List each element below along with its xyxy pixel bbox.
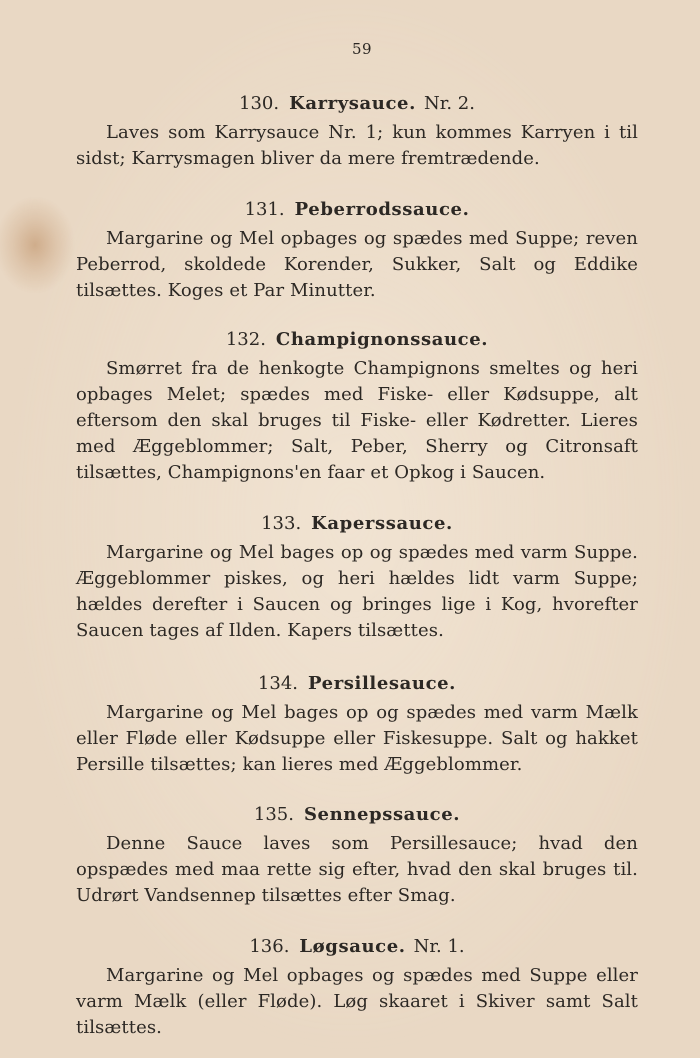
recipe-title bbox=[76, 328, 638, 352]
recipe-number: 136. bbox=[249, 936, 290, 957]
recipe-text: Denne Sauce laves som Persillesauce; hvad den opspædes med maa rette sig efter, hvad den skal bruges til. Udrørt Vandsennep tilsættes efter Smag. bbox=[76, 833, 638, 906]
recipe-title bbox=[76, 92, 638, 116]
recipe-title bbox=[76, 935, 638, 959]
recipe-text: Margarine og Mel bages op og spædes med varm Mælk eller Fløde eller Kødsuppe eller Fiskesuppe. Salt og hakket Persille tilsættes; kan lieres med Æggeblommer. bbox=[76, 702, 638, 775]
recipe-number: 130. bbox=[239, 93, 280, 114]
recipe-136 bbox=[76, 935, 638, 1041]
recipe-name: Karrysauce. bbox=[289, 93, 416, 114]
recipe-132 bbox=[76, 328, 638, 486]
recipe-name: Champignonssauce. bbox=[275, 329, 489, 350]
recipe-131 bbox=[76, 198, 638, 304]
recipe-name: Løgsauce. bbox=[299, 936, 406, 957]
recipe-number: 132. bbox=[225, 329, 266, 350]
page-number: 59 bbox=[351, 40, 373, 58]
recipe-name: Kaperssauce. bbox=[311, 513, 453, 534]
recipe-text: Margarine og Mel opbages og spædes med Suppe; reven Peberrod, skoldede Korender, Sukker, Salt og Eddike tilsættes. Koges et Par Minutter. bbox=[76, 228, 638, 301]
recipe-number: 133. bbox=[261, 513, 302, 534]
recipe-title bbox=[76, 512, 638, 536]
recipe-133 bbox=[76, 512, 638, 644]
recipe-suffix: Nr. 2. bbox=[423, 93, 475, 114]
recipe-name: Persillesauce. bbox=[308, 673, 457, 694]
recipe-name: Peberrodssauce. bbox=[294, 199, 470, 220]
recipe-number: 134. bbox=[257, 673, 298, 694]
recipe-text: Laves som Karrysauce Nr. 1; kun kommes Karryen i til sidst; Karrysmagen bliver da mere fremtrædende. bbox=[76, 122, 638, 169]
recipe-number: 135. bbox=[253, 804, 294, 825]
recipe-134 bbox=[76, 672, 638, 778]
recipe-title bbox=[76, 803, 638, 827]
recipe-title bbox=[76, 672, 638, 696]
recipe-135 bbox=[76, 803, 638, 909]
recipe-text: Margarine og Mel opbages og spædes med Suppe eller varm Mælk (eller Fløde). Løg skaaret i Skiver samt Salt tilsættes. bbox=[76, 965, 638, 1038]
recipe-suffix: Nr. 1. bbox=[413, 936, 465, 957]
recipe-130 bbox=[76, 92, 638, 172]
recipe-title bbox=[76, 198, 638, 222]
recipe-text: Smørret fra de henkogte Champignons smeltes og heri opbages Melet; spædes med Fiske- eller Kødsuppe, alt eftersom den skal bruges til Fiske- eller Kødretter. Lieres med Æggeblommer; Salt, Peber, Sherry og Citronsaft tilsættes, Champignons'en faar et Opkog i Saucen. bbox=[76, 358, 638, 483]
recipe-name: Sennepssauce. bbox=[303, 804, 461, 825]
recipe-number: 131. bbox=[244, 199, 285, 220]
recipe-text: Margarine og Mel bages op og spædes med varm Suppe. Æggeblommer piskes, og heri hældes lidt varm Suppe; hældes derefter i Saucen og bringes lige i Kog, hvorefter Saucen tages af Ilden. Kapers tilsættes. bbox=[76, 542, 638, 641]
